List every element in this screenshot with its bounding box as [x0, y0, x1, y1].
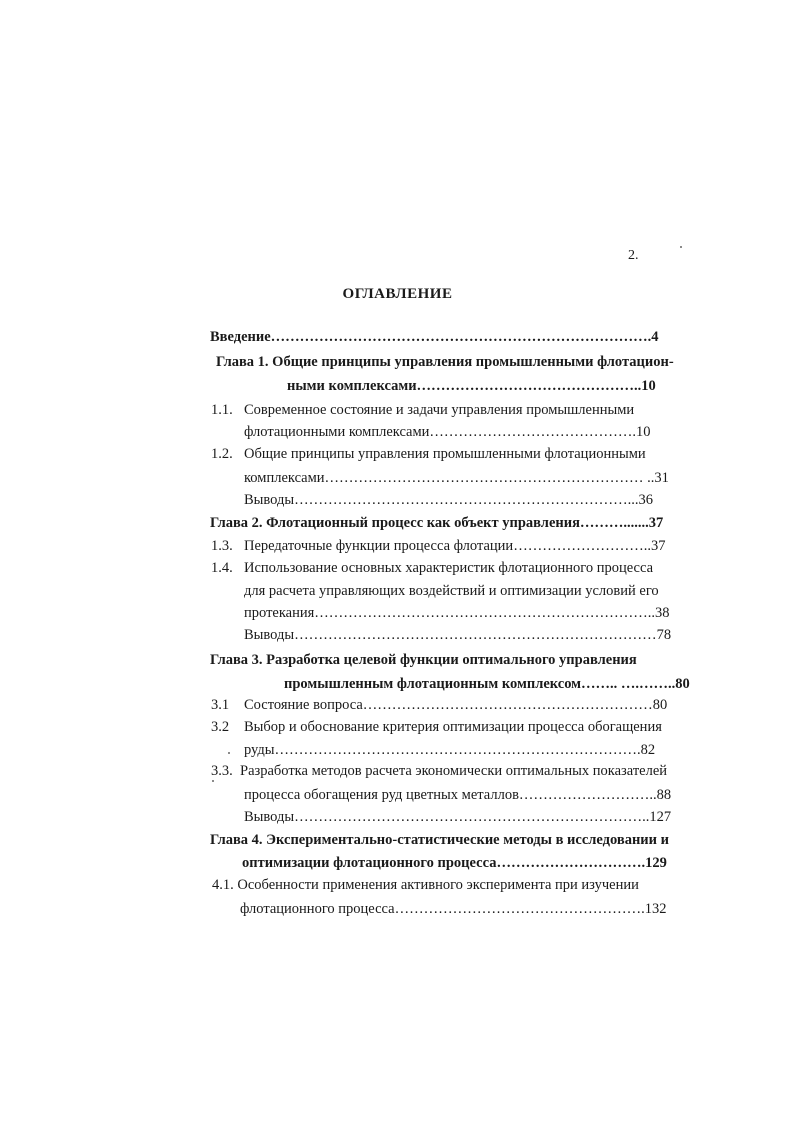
scan-speck — [228, 752, 230, 754]
toc-section-number: 1.1. — [211, 402, 233, 418]
toc-section-number: 1.2. — [211, 446, 233, 462]
toc-title: ОГЛАВЛЕНИЕ — [342, 286, 453, 302]
toc-section-number: 1.4. — [211, 560, 233, 576]
scan-speck — [680, 246, 682, 248]
toc-section-1-1-line-1: Современное состояние и задачи управления промышленными — [244, 402, 635, 418]
toc-section-3-3-line-2: процесса обогащения руд цветных металлов………………………..88 — [244, 787, 672, 803]
toc-chapter-4-line-1: Глава 4. Экспериментально-статистические методы в исследовании и — [210, 832, 669, 848]
toc-chapter-1-line-2: ными комплексами………………………………………..10 — [287, 378, 656, 394]
toc-section-4-1-line-1: 4.1. Особенности применения активного эксперимента при изучении — [212, 877, 639, 893]
toc-chapter-1-line-1: Глава 1. Общие принципы управления промышленными флотацион- — [216, 354, 674, 370]
toc-section-number: 1.3. — [211, 538, 233, 554]
toc-intro: Введение…………………………………………………………………….4 — [210, 329, 659, 345]
toc-section-1-3: Передаточные функции процесса флотации………………………..37 — [244, 538, 666, 554]
toc-chapter-3-line-2: промышленным флотационным комплексом…….. ….……..80 — [284, 676, 690, 692]
toc-section-3-2-line-1: Выбор и обоснование критерия оптимизации процесса обогащения — [244, 719, 662, 735]
toc-section-3-2-line-2: руды………………………………………………………………….82 — [244, 742, 656, 758]
toc-section-number: 3.1 — [211, 697, 230, 713]
toc-section-1-2-line-2: комплексами………………………………………………………… ..31 — [244, 470, 669, 486]
toc-section-1-4-line-2: для расчета управляющих воздействий и оптимизации условий его — [244, 583, 659, 599]
toc-conclusions-1: Выводы……………………………………………………………...36 — [244, 492, 653, 508]
toc-conclusions-2: Выводы…………………………………………………………………78 — [244, 627, 672, 643]
scan-speck — [212, 780, 214, 782]
toc-section-3-1: Состояние вопроса……………………………………………………80 — [244, 697, 668, 713]
toc-section-number: 3.3. — [211, 763, 233, 779]
toc-section-1-2-line-1: Общие принципы управления промышленными флотационными — [244, 446, 646, 462]
toc-chapter-4-line-2: оптимизации флотационного процесса………………………….129 — [242, 855, 667, 871]
toc-section-1-1-line-2: флотационными комплексами…………………………………….10 — [244, 424, 651, 440]
toc-conclusions-3: Выводы………………………………………………………………..127 — [244, 809, 672, 825]
toc-chapter-3-line-1: Глава 3. Разработка целевой функции оптимального управления — [210, 652, 637, 668]
toc-section-4-1-line-2: флотационного процесса…………………………………………….132 — [240, 901, 667, 917]
toc-section-number: 3.2 — [211, 719, 230, 735]
toc-section-1-4-line-3: протекания……………………………………………………………..38 — [244, 605, 670, 621]
toc-chapter-2: Глава 2. Флотационный процесс как объект управления……….......37 — [210, 515, 664, 531]
toc-section-1-4-line-1: Использование основных характеристик флотационного процесса — [244, 560, 654, 576]
toc-section-3-3-line-1: Разработка методов расчета экономически оптимальных показателей — [240, 763, 668, 779]
page-number: 2. — [628, 248, 639, 263]
